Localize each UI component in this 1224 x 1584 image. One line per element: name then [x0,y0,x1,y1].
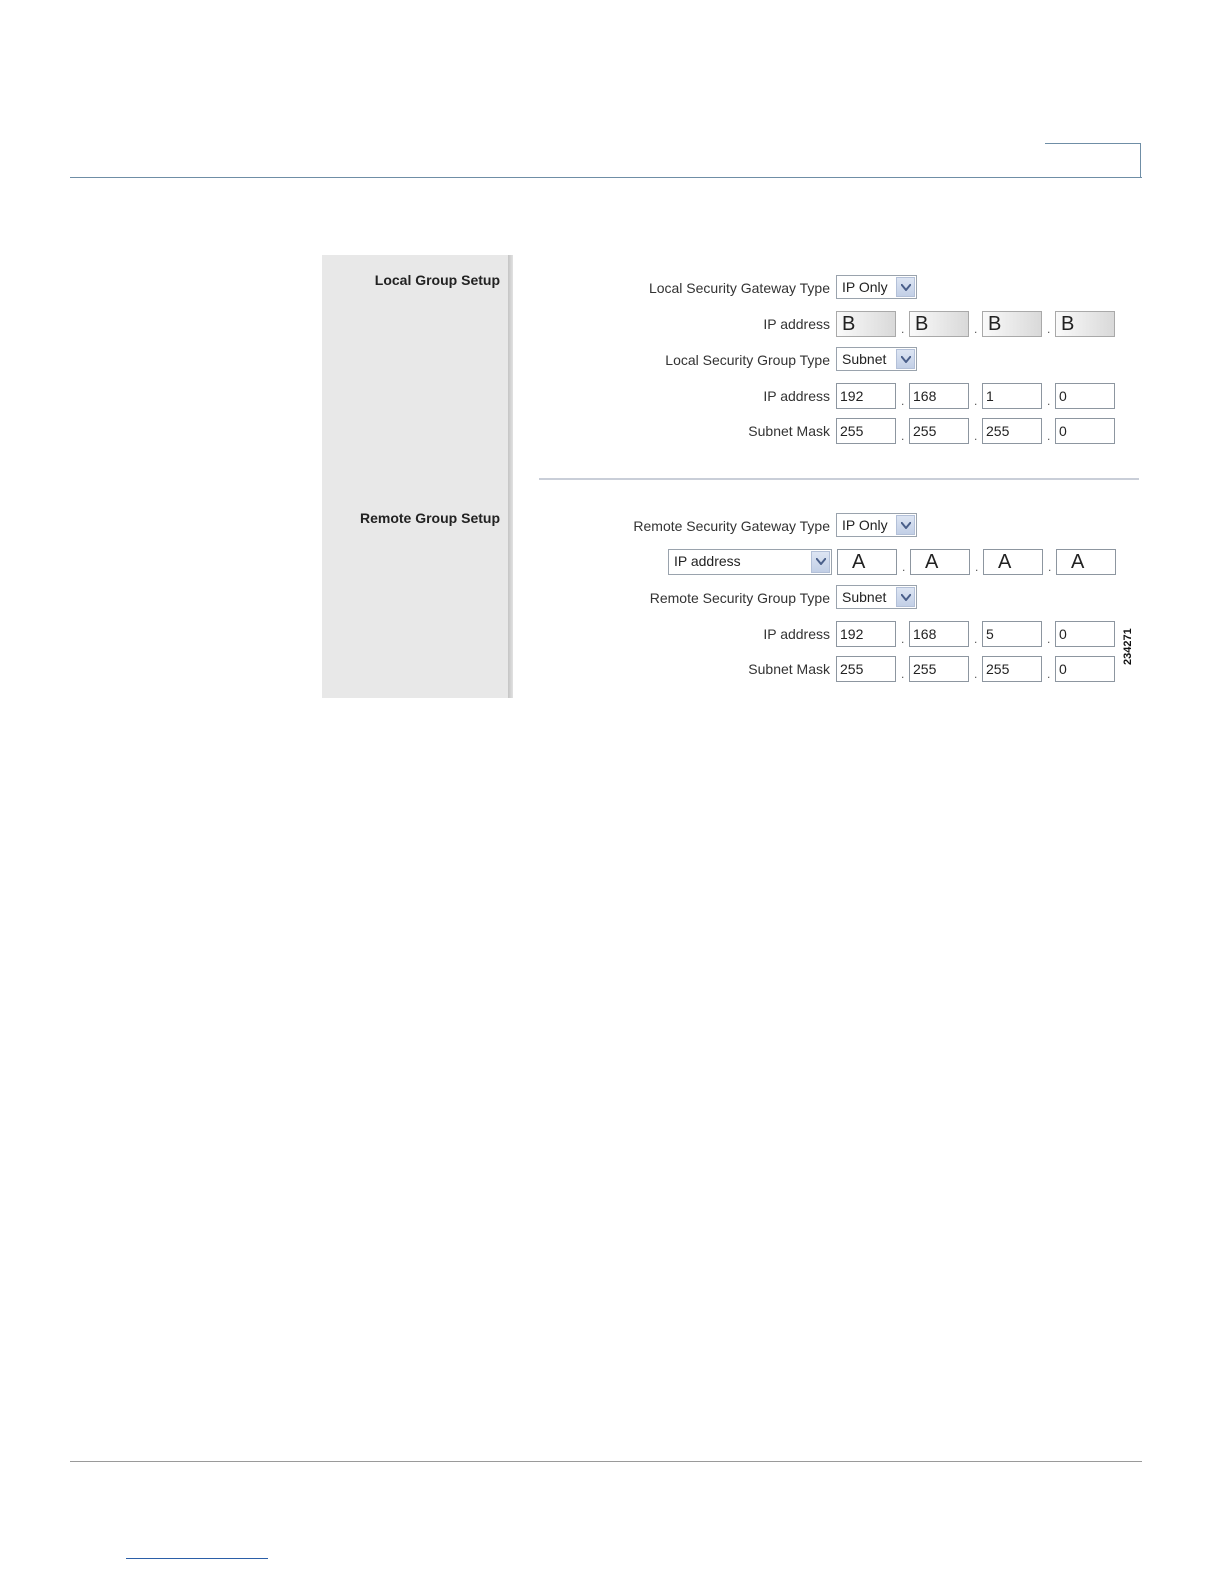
chevron-down-icon [896,515,915,535]
remote-mask-octet-1[interactable]: 255 [836,656,896,682]
remote-group-type-row [322,585,1141,613]
figure-number: 234271 [1122,628,1134,665]
remote-ip-row: IP address 192 . 168 . 5 . 0 [322,621,1141,649]
local-group-setup-title: Local Group Setup [374,272,500,288]
local-ip-octet-1[interactable]: 192 [836,383,896,409]
field-label: IP address [763,388,830,404]
field-label: Subnet Mask [748,661,830,677]
local-gateway-type-select[interactable]: IP Only [836,275,917,299]
remote-gateway-ip-octet-4[interactable]: A [1056,549,1116,575]
chevron-down-icon [896,277,915,297]
remote-gateway-ip-octet-2[interactable]: A [910,549,970,575]
vpn-group-setup-figure [322,255,1141,698]
remote-ip-octet-4[interactable]: 0 [1055,621,1115,647]
header-rule [70,177,1142,178]
local-gateway-ip-row: IP address B . B . B . B [322,311,1141,339]
remote-mask-octet-2[interactable]: 255 [909,656,969,682]
chevron-down-icon [896,349,915,369]
remote-gateway-ip-row: IP address A . A . A . A [322,549,1141,577]
remote-ip-octet-1[interactable]: 192 [836,621,896,647]
footer-link-underline [126,1558,268,1559]
chapter-tab [1045,143,1141,177]
chevron-down-icon [811,551,830,573]
field-label: Remote Security Group Type [649,590,830,606]
local-ip-octet-2[interactable]: 168 [909,383,969,409]
local-mask-octet-3[interactable]: 255 [982,418,1042,444]
remote-mask-octet-3[interactable]: 255 [982,656,1042,682]
field-label: IP address [763,316,830,332]
local-mask-octet-2[interactable]: 255 [909,418,969,444]
footer-rule [70,1461,1142,1462]
local-ip-octet-3[interactable]: 1 [982,383,1042,409]
local-ip-octet-4[interactable]: 0 [1055,383,1115,409]
remote-group-type-select[interactable]: Subnet [836,585,917,609]
chevron-down-icon [896,587,915,607]
local-ip-row: IP address 192 . 168 . 1 . 0 [322,383,1141,411]
remote-mask-row: Subnet Mask 255 . 255 . 255 . 0 [322,656,1141,684]
remote-ip-octet-2[interactable]: 168 [909,621,969,647]
field-label: Local Security Group Type [665,352,830,368]
local-gateway-type-row [322,275,1141,303]
local-mask-octet-1[interactable]: 255 [836,418,896,444]
local-group-type-row [322,347,1141,375]
remote-gateway-type-select[interactable]: IP Only [836,513,917,537]
local-gateway-ip-octet-1[interactable]: B [836,311,896,337]
local-mask-octet-4[interactable]: 0 [1055,418,1115,444]
remote-group-setup-title: Remote Group Setup [359,510,500,526]
remote-gateway-type-row [322,513,1141,541]
remote-ip-octet-3[interactable]: 5 [982,621,1042,647]
remote-gateway-address-type-select[interactable]: IP address [668,549,832,575]
field-label: Subnet Mask [748,423,830,439]
field-label: Local Security Gateway Type [648,280,830,296]
field-label: IP address [763,626,830,642]
remote-gateway-ip-octet-1[interactable]: A [837,549,897,575]
remote-mask-octet-4[interactable]: 0 [1055,656,1115,682]
section-divider [539,478,1139,480]
remote-gateway-ip-octet-3[interactable]: A [983,549,1043,575]
local-gateway-ip-octet-3[interactable]: B [982,311,1042,337]
local-gateway-ip-octet-4[interactable]: B [1055,311,1115,337]
local-mask-row: Subnet Mask 255 . 255 . 255 . 0 [322,418,1141,446]
local-gateway-ip-octet-2[interactable]: B [909,311,969,337]
field-label: Remote Security Gateway Type [633,518,830,534]
local-group-type-select[interactable]: Subnet [836,347,917,371]
